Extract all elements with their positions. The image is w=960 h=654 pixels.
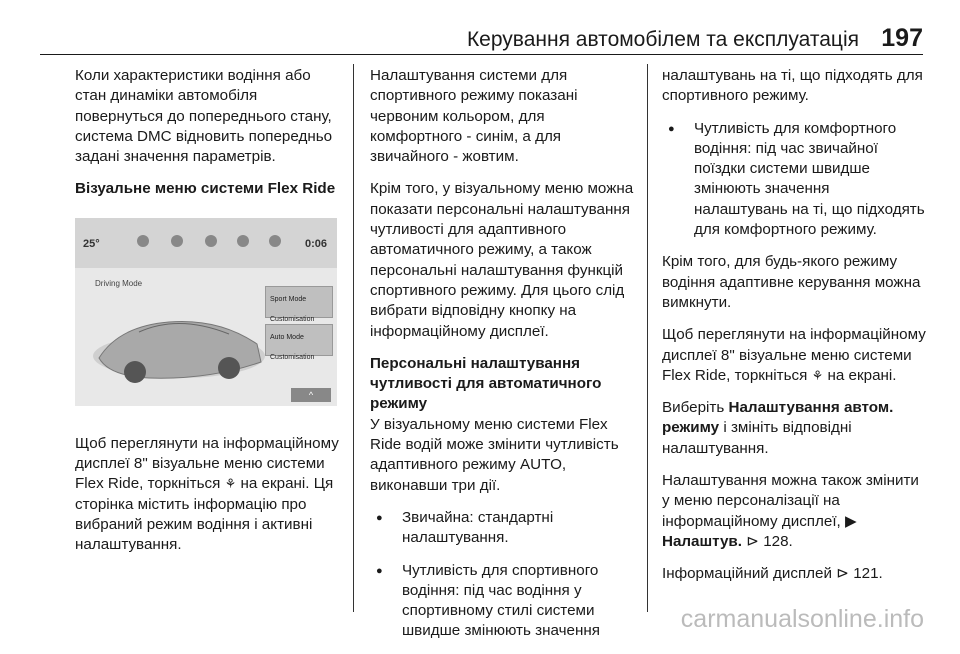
watermark: carmanualsonline.info — [680, 605, 924, 633]
arrow-right-icon: ▶ — [845, 512, 857, 530]
list-item: ● Чутливість для спортивного водіння: під час водіння у спортивному стилі системи швидше змінюють значення — [370, 561, 638, 642]
column-divider — [353, 64, 354, 612]
paragraph: Крім того, для будь-якого режиму водіння адаптивне керування можна вимкнути. — [662, 253, 921, 311]
menu-reference: Налаштув. — [662, 532, 742, 550]
page-reference: 128. — [763, 532, 793, 550]
list-item: ● Звичайна: стандартні налаштування. — [370, 508, 638, 549]
page-number: 197 — [881, 24, 923, 52]
paragraph-text: Щоб переглянути на інформаційному дисплеї 8" візуальне меню системи Flex Ride, торкніться — [662, 326, 926, 384]
paragraph: У візуальному меню системи Flex Ride водій може змінити чутливість адаптивного режиму AUTO, виконавши три дії. — [370, 415, 619, 494]
menu-reference: Налаштування автом. режиму — [662, 399, 894, 437]
list-item-continuation: налаштувань на ті, що підходять для спортивного режиму. — [662, 67, 923, 105]
screen-app-icon — [171, 235, 183, 247]
column-3 — [662, 66, 927, 597]
screen-mode-label: Driving Mode — [95, 278, 143, 288]
section-heading: Візуальне меню системи Flex Ride — [75, 180, 336, 198]
paragraph: Налаштування системи для спортивного режиму показані червоним кольором, для комфортного - синім, а для звичайного - жовтим. — [370, 67, 578, 166]
paragraph — [662, 325, 927, 386]
paragraph — [75, 434, 345, 556]
page-header — [40, 22, 923, 55]
page-reference-icon: ⊳ — [746, 532, 759, 550]
page-reference-icon: ⊳ — [836, 565, 849, 583]
paragraph-text: на екрані. Ця сторінка містить інформацію про вибраний режим водіння і активні налаштування. — [75, 475, 334, 554]
screen-app-icon — [205, 235, 217, 247]
paragraph-text: і змініть відповідні налаштування. — [662, 419, 852, 457]
screen-clock: 0:06 — [304, 237, 327, 250]
column-1 — [75, 66, 345, 568]
screen-app-icon — [237, 235, 249, 247]
screen-app-icon — [137, 235, 149, 247]
screen-app-icon — [269, 235, 281, 247]
flex-ride-icon: ⚘ — [224, 476, 237, 492]
paragraph-text: Інформаційний дисплей — [662, 565, 832, 583]
screen-temperature: 25° — [83, 237, 100, 250]
page-reference: 121. — [853, 565, 883, 583]
paragraph: Крім того, у візуальному меню можна показати персональні налаштування чутливості для адаптивного автоматичного режиму, а також персональні налаштування функцій спортивного режиму. Для цього слід вибрати відповідну кнопку на інформаційному дисплеї. — [370, 180, 634, 340]
paragraph-text: Щоб переглянути на інформаційному дисплеї 8" візуальне меню системи Flex Ride, торкніться — [75, 434, 339, 493]
paragraph-text: Виберіть — [662, 399, 725, 417]
paragraph: Коли характеристики водіння або стан динаміки автомобіля повернуться до попереднього стану, система DMC відновить попередньо задані значення параметрів. — [75, 67, 333, 166]
list-item: ● Чутливість для комфортного водіння: під час звичайної поїздки системи швидше змінюють значення налаштувань на ті, що підходять для комфортного режиму. — [662, 119, 927, 241]
screen-back-button: ^ — [291, 388, 331, 402]
column-divider — [647, 64, 648, 612]
paragraph — [662, 398, 927, 459]
paragraph-text: на екрані. — [827, 366, 897, 384]
section-heading: Персональні налаштування чутливості для автоматичного режиму — [370, 354, 602, 413]
auto-mode-customisation-button: Auto Mode Customisation — [265, 324, 333, 356]
sport-mode-customisation-button: Sport Mode Customisation — [265, 286, 333, 318]
header-title: Керування автомобілем та експлуатація — [466, 28, 859, 51]
paragraph-text: Налаштування можна також змінити у меню персоналізації на інформаційному дисплеї, — [662, 472, 919, 530]
column-2 — [370, 66, 638, 654]
paragraph — [662, 471, 927, 552]
paragraph — [662, 564, 927, 584]
car-illustration — [89, 288, 269, 388]
flex-ride-screen-image — [75, 218, 337, 406]
flex-ride-icon: ⚘ — [811, 367, 824, 383]
